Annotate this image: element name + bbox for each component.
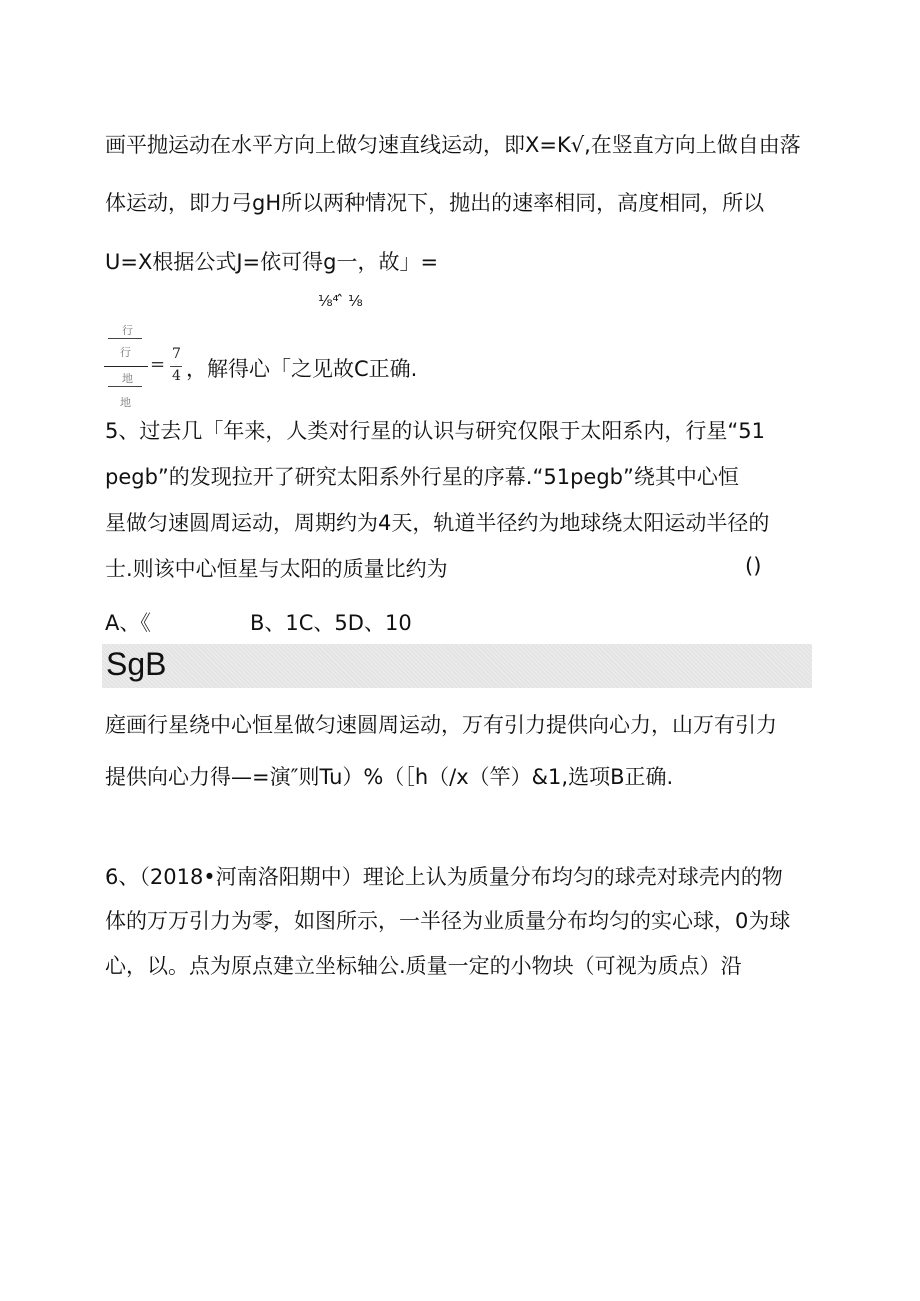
frac-bot-den: 地 — [120, 396, 131, 409]
question-6-line-3: 心，以。点为原点建立坐标轴公.质量一定的小物块（可视为质点）沿 — [105, 954, 742, 978]
answer-banner — [102, 644, 812, 688]
frac-equals: = — [150, 354, 166, 375]
question-6-line-2: 体的万万引力为零，如图所示，一半径为业质量分布均匀的实心球，0为球 — [105, 909, 791, 933]
frac-rhs-den: 4 — [172, 368, 181, 384]
frac-top-den: 行 — [120, 346, 131, 359]
frac-top-num: 行 — [122, 324, 133, 337]
text-line-2: 体运动，即力弓gH所以两种情况下，抛出的速率相同，高度相同，所以 — [105, 191, 765, 215]
option-a: A、《 — [105, 611, 151, 635]
explanation-line-1: 庭画行星绕中心恒星做匀速圆周运动，万有引力提供向心力，山万有引力 — [105, 713, 777, 737]
question-6-line-1: 6、（2018•河南洛阳期中）理论上认为质量分布均匀的球壳对球壳内的物 — [105, 865, 783, 889]
answer-parentheses: () — [745, 554, 762, 578]
text-line-1: 画平抛运动在水平方向上做匀速直线运动，即X=K√,在竖直方向上做自由落 — [105, 133, 801, 157]
question-5-line-2: pegb”的发现拉开了研究太阳系外行星的序幕.“51pegb”绕其中心恒 — [105, 465, 739, 489]
question-5-line-1: 5、过去几「年来，人类对行星的认识与研究仅限于太阳系内，行星“51 — [105, 419, 765, 443]
text-line-3: U=X根据公式J=依可得g一，故」= — [105, 250, 439, 274]
fraction-image — [100, 322, 186, 414]
text-line-5: ，解得心「之见故C正确. — [186, 357, 418, 381]
answer-text: SgB — [106, 646, 167, 682]
frac-rhs-num: 7 — [172, 346, 181, 362]
text-line-4: ⅛⁴ ̂ ⅛ — [318, 292, 363, 310]
question-5-line-3: 星做匀速圆周运动，周期约为4天，轨道半径约为地球绕太阳运动半径的 — [105, 511, 770, 535]
option-b-c-d: B、1C、5D、10 — [250, 611, 412, 635]
explanation-line-2: 提供向心力得—=演″则Tu）%（［h（/x（竿）&1,选项B正确. — [105, 765, 674, 789]
frac-bot-num: 地 — [122, 372, 133, 385]
question-5-line-4: 士.则该中心恒星与太阳的质量比约为 — [105, 557, 448, 581]
